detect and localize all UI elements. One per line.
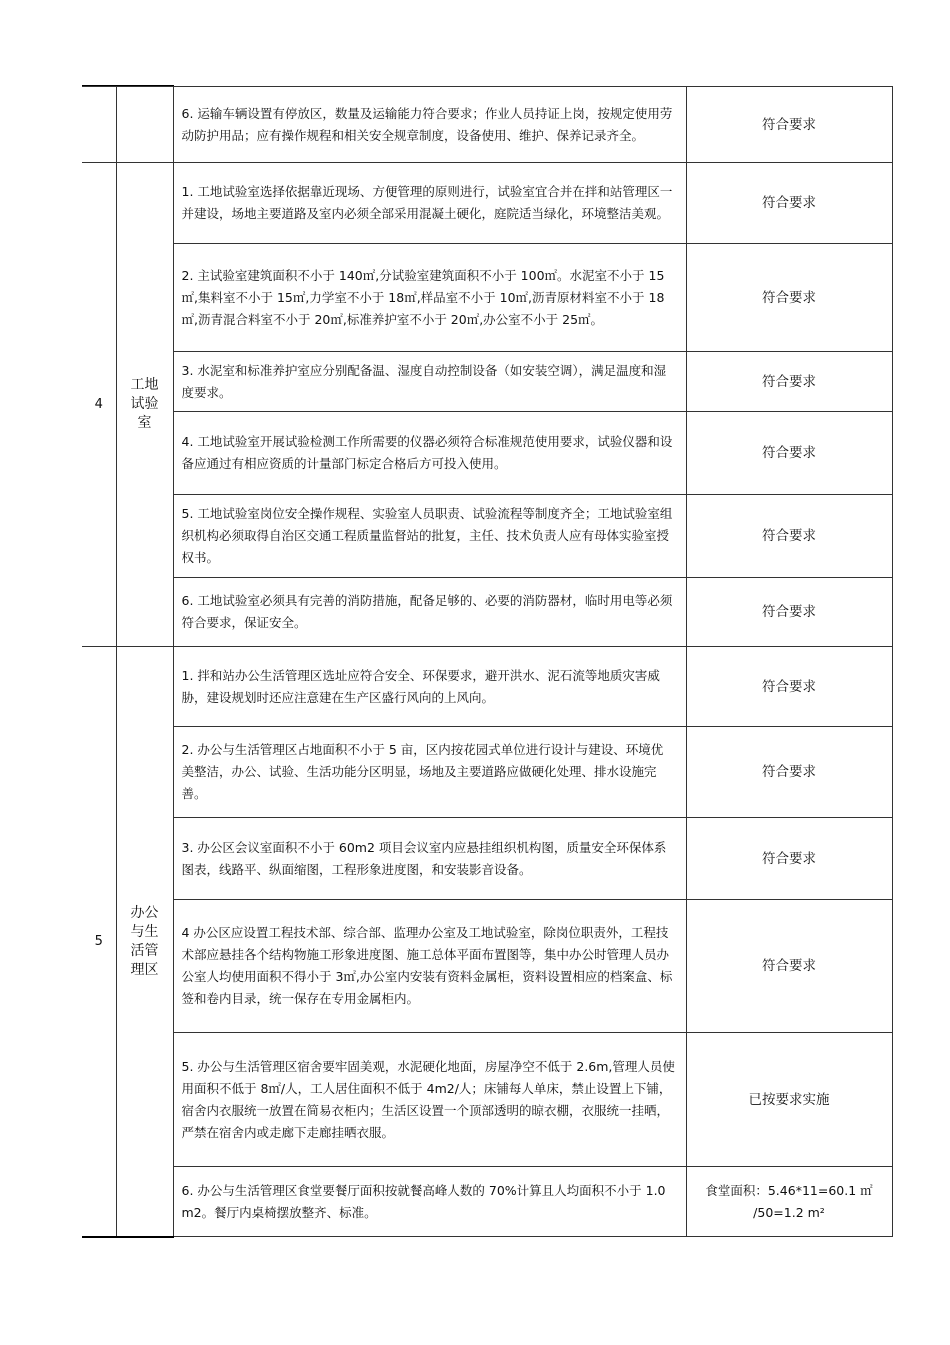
requirement-cell: 5. 办公与生活管理区宿舍要牢固美观，水泥硬化地面，房屋净空不低于 2.6m,管理人员使用面积不低于 8㎡/人，工人居住面积不低于 4m2/人；床铺每人单床，禁止设置上下铺，宿舍内衣服统一放置在简易衣柜内；生活区设置一个顶部透明的晾衣棚，衣服统一挂晒，严禁在宿舍内或走廊下走廊挂晒衣服。	[173, 1033, 686, 1167]
requirement-cell: 2. 主试验室建筑面积不小于 140㎡,分试验室建筑面积不小于 100㎡。水泥室不小于 15㎡,集料室不小于 15㎡,力学室不小于 18㎡,样品室不小于 10㎡,沥青原材料室不小于 18㎡,沥青混合料室不小于 20㎡,标准养护室不小于 20㎡,办公室不小于 25㎡。	[173, 244, 686, 352]
result-cell: 符合要求	[686, 900, 892, 1033]
table-row	[82, 352, 892, 412]
result-cell: 符合要求	[686, 578, 892, 647]
table-row	[82, 1167, 892, 1237]
requirement-cell: 3. 办公区会议室面积不小于 60m2 项目会议室内应悬挂组织机构图，质量安全环保体系图表，线路平、纵面缩图，工程形象进度图，和安装影音设备。	[173, 818, 686, 900]
result-cell: 符合要求	[686, 818, 892, 900]
table-row	[82, 1033, 892, 1167]
table-row	[82, 412, 892, 495]
result-cell: 符合要求	[686, 163, 892, 244]
table-row	[82, 818, 892, 900]
requirement-cell: 2. 办公与生活管理区占地面积不小于 5 亩，区内按花园式单位进行设计与建设、环境优美整洁，办公、试验、生活功能分区明显，场地及主要道路应做硬化处理、排水设施完善。	[173, 727, 686, 818]
inspection-table	[82, 86, 893, 1237]
result-cell: 符合要求	[686, 412, 892, 495]
table-row	[82, 578, 892, 647]
section-category	[116, 87, 173, 163]
requirement-cell: 6. 运输车辆设置有停放区，数量及运输能力符合要求；作业人员持证上岗，按规定使用劳动防护用品；应有操作规程和相关安全规章制度，设备使用、维护、保养记录齐全。	[173, 87, 686, 163]
requirement-cell: 6. 办公与生活管理区食堂要餐厅面积按就餐高峰人数的 70%计算且人均面积不小于 1.0m2。餐厅内桌椅摆放整齐、标准。	[173, 1167, 686, 1237]
requirement-cell: 1. 工地试验室选择依据靠近现场、方便管理的原则进行，试验室宜合并在拌和站管理区一并建设，场地主要道路及室内必须全部采用混凝土硬化，庭院适当绿化，环境整洁美观。	[173, 163, 686, 244]
section-category: 办公与生活管理区	[116, 647, 173, 1237]
result-cell: 符合要求	[686, 87, 892, 163]
section-number: 5	[82, 647, 116, 1237]
section-category: 工地试验室	[116, 163, 173, 647]
table-row	[82, 495, 892, 578]
section-number: 4	[82, 163, 116, 647]
requirement-cell: 6. 工地试验室必须具有完善的消防措施，配备足够的、必要的消防器材，临时用电等必须符合要求，保证安全。	[173, 578, 686, 647]
requirement-cell: 5. 工地试验室岗位安全操作规程、实验室人员职责、试验流程等制度齐全；工地试验室组织机构必须取得自治区交通工程质量监督站的批复，主任、技术负责人应有母体实验室授权书。	[173, 495, 686, 578]
result-cell: 符合要求	[686, 244, 892, 352]
result-cell: 食堂面积：5.46*11=60.1 ㎡ /50=1.2 m²	[686, 1167, 892, 1237]
requirement-cell: 3. 水泥室和标准养护室应分别配备温、湿度自动控制设备（如安装空调），满足温度和湿度要求。	[173, 352, 686, 412]
table-row	[82, 87, 892, 163]
result-cell: 符合要求	[686, 727, 892, 818]
table-row	[82, 163, 892, 244]
result-cell: 已按要求实施	[686, 1033, 892, 1167]
bottom-rule	[82, 1236, 174, 1238]
section-number	[82, 87, 116, 163]
requirement-cell: 4. 工地试验室开展试验检测工作所需要的仪器必须符合标准规范使用要求，试验仪器和设备应通过有相应资质的计量部门标定合格后方可投入使用。	[173, 412, 686, 495]
result-cell: 符合要求	[686, 647, 892, 727]
table-row	[82, 900, 892, 1033]
table-row	[82, 647, 892, 727]
requirement-cell: 1. 拌和站办公生活管理区选址应符合安全、环保要求，避开洪水、泥石流等地质灾害威胁，建设规划时还应注意建在生产区盛行风向的上风向。	[173, 647, 686, 727]
table-row	[82, 244, 892, 352]
result-cell: 符合要求	[686, 495, 892, 578]
table-row	[82, 727, 892, 818]
requirement-cell: 4 办公区应设置工程技术部、综合部、监理办公室及工地试验室，除岗位职责外，工程技术部应悬挂各个结构物施工形象进度图、施工总体平面布置图等，集中办公时管理人员办公室人均使用面积不得小于 3㎡,办公室内安装有资料金属柜，资料设置相应的档案盒、标签和卷内目录，统一保存在专用金属柜内。	[173, 900, 686, 1033]
result-cell: 符合要求	[686, 352, 892, 412]
